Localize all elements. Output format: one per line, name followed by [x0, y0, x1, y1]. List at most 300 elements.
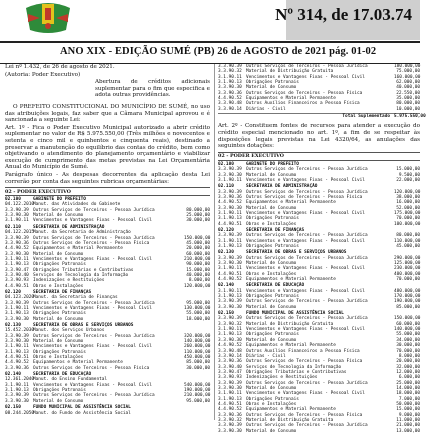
cell-desc: Material de Consumo — [246, 205, 297, 211]
cell-desc: Obrigações Tributárias e Contributivas — [246, 369, 347, 375]
cell-desc: Equipamentos e Material Permanente — [33, 246, 123, 252]
cell-val: 15.000,00 — [396, 167, 420, 173]
cell-desc: Obrigações Patronais — [246, 294, 299, 300]
cell-desc: Outros Serviços de Terceiros - Pessoa Física — [246, 359, 363, 365]
cell-val: 230.000,00 — [394, 266, 421, 272]
cell-val: 80.000,00 — [396, 101, 420, 107]
table-row — [5, 317, 210, 322]
cell-desc: Vencimentos e Vantagens Fixas - Pessoal Civil — [246, 210, 365, 216]
cell-val: 21.000,00 — [396, 423, 420, 429]
article-2: Art. 2º - Constituem fontes de recursos para atender a execução do crédito especial mencionado no art. 1º, a fim de se respeitar às disposições legais previstas na Lei 4320/64, as anulações das seguintes dotações: — [218, 123, 420, 150]
municipal-crest-icon — [20, 0, 76, 36]
cell-desc: Vencimentos e Vantagens Fixas - Pessoal Civil — [33, 256, 152, 262]
cell-code: 3.3.90.30 — [5, 213, 29, 219]
cell-desc: Serviços de Tecnologia da Informação — [33, 272, 129, 278]
cell-code: 4.4.90.52 — [5, 246, 29, 252]
cell-desc: Material de Consumo — [246, 261, 297, 266]
cell-val: 34.000,00 — [396, 337, 420, 343]
cell-code: 3.3.90.14 — [218, 353, 242, 359]
paragraph-unico: Parágrafo único - As despesas decorrentes da aplicação desta Lei correrão por conta das seguintes rubricas orçamentárias: — [5, 171, 210, 185]
article-1: Art. 1º - Fica o Poder Executivo Municipal autorizado a abrir crédito suplementar no valor de R$ 5.975.550,00 (Três milhões e novecentos e setenta e cinco mil e quinhentos e cinquenta reais), destinado a preservar a manutenção do equilíbrio das contas do crédito, bem como objetivando o atendimento do planejamento orçamentário e viabilizar execução de cumprimento das metas previstas na Lei Orçamentária Anual do Município de Sumé. — [5, 124, 210, 171]
cell-val: 14.000,00 — [396, 385, 420, 391]
cell-code: 04.122.2010 — [5, 202, 35, 208]
cell-desc: Manut. das Atividades do Gabinete — [33, 202, 121, 208]
left-table-title: 02 - PODER EXECUTIVO — [5, 187, 210, 196]
table-row — [218, 244, 420, 249]
cell-val: 80.000,00 — [396, 233, 420, 239]
cell-code: 3.3.90.30 — [5, 251, 29, 257]
cell-val: 140.000,00 — [394, 327, 421, 333]
cell-val: 52.000,00 — [396, 205, 420, 211]
cell-val: 15.000,00 — [396, 407, 420, 413]
cell-desc: Obrigações Patronais — [246, 396, 299, 402]
cell-code: 3.3.90.30 — [218, 85, 242, 91]
cell-val: 18.000,00 — [186, 316, 210, 322]
cell-val: 450.000,00 — [184, 355, 211, 361]
cell-desc: Material de Consumo — [33, 339, 84, 345]
cell-val: 12.000,00 — [396, 369, 420, 375]
law-author: (Autoria: Poder Executivo) — [5, 71, 81, 78]
cell-val: 30.000,00 — [186, 365, 210, 371]
cell-code: 3.1.90.13 — [5, 311, 29, 317]
cell-val: 125.000,00 — [394, 261, 421, 266]
cell-desc: Vencimentos e Vantagens Fixas - Pessoal Civil — [246, 238, 365, 244]
cell-desc: Outros Serviços de Terceiros - Pessoa Jurídica — [33, 207, 155, 213]
table-row — [218, 277, 420, 282]
cell-code: 4.4.90.52 — [218, 96, 242, 102]
header-band — [275, 0, 420, 40]
cell-val: 62.000,00 — [396, 80, 420, 86]
cell-code: 04.123.2020 — [5, 295, 35, 301]
cell-desc: Outros Serviços de Terceiros - Pessoa Física — [246, 412, 363, 418]
cell-code: 3.1.90.11 — [218, 288, 242, 294]
cell-code: 3.3.90.93 — [5, 278, 29, 284]
cell-desc: Equipamentos e Material Permanente — [246, 200, 336, 206]
cell-desc: Outros Serviços de Terceiros - Pessoa Jurídica — [246, 189, 368, 195]
cell-desc: Material de Distribuição Gratuita — [246, 321, 334, 327]
cell-val: 11.000,00 — [396, 417, 420, 423]
cell-desc: SECRETARIA DE OBRAS E SERVIÇOS URBANOS — [33, 323, 134, 328]
cell-code: 3.1.90.11 — [218, 327, 242, 333]
cell-val: 70.000,00 — [396, 277, 420, 283]
cell-val: 95.000,00 — [186, 300, 210, 306]
cell-desc: Obras e Instalações — [246, 401, 297, 407]
cell-code: 4.4.90.51 — [5, 283, 29, 289]
cell-val: 32.000,00 — [396, 364, 420, 370]
cell-code: 3.3.90.30 — [5, 316, 29, 322]
table-row — [218, 178, 420, 183]
cell-desc: Material de Consumo — [33, 316, 84, 322]
cell-code: 02.110 — [218, 184, 234, 190]
cell-desc: Indenizações e Restituições — [33, 278, 105, 284]
law-preamble: O PREFEITO CONSTITUCIONAL DO MUNICÍPIO DE SUMÉ, no uso das atribuições legais, faz saber que a Câmara Municipal aprovou e é sancionada a seguinte Lei: — [5, 103, 210, 124]
cell-desc: Vencimentos e Vantagens Fixas - Pessoal Civil — [246, 391, 365, 397]
cell-desc: Outros Serviços de Terceiros - Pessoa Física — [246, 90, 363, 96]
cell-desc: Manut. dos Serviços Urbanos — [33, 328, 105, 334]
cell-val: 25.000,00 — [396, 380, 420, 386]
cell-val: 75.000,00 — [396, 69, 420, 75]
cell-desc: Obrigações Patronais — [33, 388, 86, 394]
law-ementa: Abertura de créditos adicionais suplementar para o fim que especifica e adota outras providências. — [95, 79, 210, 99]
cell-desc: Material de Consumo — [33, 251, 84, 257]
cell-code: 3.3.90.36 — [218, 194, 242, 200]
left-column — [5, 64, 210, 420]
cell-val: 120.000,00 — [394, 189, 421, 195]
cell-desc: Obrigações Patronais — [246, 80, 299, 86]
cell-code: 02.120 — [5, 289, 21, 295]
cell-desc: Outros Serviços de Terceiros - Pessoa Jurídica — [246, 167, 368, 173]
cell-desc: Obrigações Tributárias e Contributivas — [33, 267, 134, 273]
cell-desc: Material de Consumo — [246, 304, 297, 310]
cell-code: 3.3.90.48 — [218, 348, 242, 354]
cell-desc: FUNDO MUNICIPAL DE ASSISTÊNCIA SOCIAL — [246, 311, 344, 317]
cell-code: 02.140 — [5, 372, 21, 378]
right-budget-table — [218, 162, 420, 434]
cell-code: 3.3.90.39 — [218, 189, 242, 195]
cell-code: 3.3.90.39 — [5, 393, 29, 399]
cell-val: 8.000,00 — [398, 353, 420, 359]
cell-code: 3.3.90.32 — [218, 69, 242, 75]
cell-desc: Outros Serviços de Terceiros - Pessoa Jurídica — [246, 64, 368, 69]
cell-code: 3.1.90.11 — [218, 210, 242, 216]
cell-code: 3.1.90.11 — [218, 177, 242, 183]
cell-code: 3.3.90.93 — [218, 375, 242, 381]
total-value: 5.975.550,00 — [394, 114, 426, 120]
cell-code: 4.4.90.51 — [5, 355, 29, 361]
cell-val: 55.000,00 — [396, 332, 420, 338]
cell-code: 02.110 — [5, 224, 21, 230]
cell-val: 170.000,00 — [394, 294, 421, 300]
cell-val: 85.000,00 — [396, 304, 420, 310]
cell-val: 210.000,00 — [184, 393, 211, 399]
cell-desc: Material de Consumo — [246, 337, 297, 343]
cell-code: 4.4.90.51 — [218, 401, 242, 407]
cell-code: 3.3.90.30 — [218, 337, 242, 343]
cell-code: 3.3.90.30 — [218, 304, 242, 310]
cell-val: 22.550,00 — [396, 90, 420, 96]
cell-desc: FUNDO MUNICIPAL DE ASSISTÊNCIA SOCIAL — [33, 405, 131, 411]
cell-val: 16.000,00 — [396, 200, 420, 206]
cell-code: 3.3.90.14 — [218, 106, 242, 112]
cell-code: 3.3.90.48 — [218, 101, 242, 107]
cell-val: 480.000,00 — [394, 288, 421, 294]
cell-desc: Vencimentos e Vantagens Fixas - Pessoal Civil — [33, 382, 152, 388]
cell-code: 3.3.90.39 — [218, 316, 242, 322]
table-row — [5, 411, 210, 416]
cell-val: 7.000,00 — [398, 396, 420, 402]
cell-code: 3.1.90.11 — [218, 391, 242, 397]
cell-val: 40.000,00 — [186, 272, 210, 278]
cell-code: 15.452.2030 — [5, 328, 35, 334]
cell-val: 9.500,00 — [398, 172, 420, 178]
cell-desc: Obras e Instalações — [246, 221, 297, 227]
table-row — [5, 399, 210, 404]
cell-code: 3.3.90.36 — [218, 90, 242, 96]
cell-val: 150.000,00 — [394, 316, 421, 322]
cell-code: 3.1.90.11 — [5, 218, 29, 224]
cell-desc: Outros Serviços de Terceiros - Pessoa Jurídica — [246, 423, 368, 429]
table-row — [218, 429, 420, 434]
cell-code: 02.100 — [218, 161, 234, 167]
cell-val: 22.000,00 — [396, 177, 420, 183]
cell-desc: Material de Consumo — [246, 172, 297, 178]
cell-desc: Manut. da Secretaria de Finanças — [33, 295, 118, 301]
cell-code: 3.3.90.36 — [218, 412, 242, 418]
cell-code: 3.1.90.11 — [5, 256, 29, 262]
cell-code: 3.3.90.36 — [5, 365, 29, 371]
edition-bar — [0, 41, 420, 64]
cell-desc: Material de Consumo — [246, 85, 297, 91]
cell-code: 3.1.90.13 — [5, 262, 29, 268]
table-row — [218, 305, 420, 310]
cell-desc: Vencimentos e Vantagens Fixas - Pessoal Civil — [33, 344, 152, 350]
cell-code: 02.140 — [218, 283, 234, 289]
cell-val: 85.000,00 — [186, 360, 210, 366]
cell-desc: Manut. do Ensino Fundamental — [33, 377, 108, 383]
lei-number: Nº 314, de 17.03.74 — [275, 5, 412, 24]
cell-val: 30.000,00 — [396, 343, 420, 349]
cell-code: 3.3.90.39 — [5, 207, 29, 213]
cell-code: 3.3.90.39 — [218, 233, 242, 239]
cell-val: 13.000,00 — [396, 428, 420, 434]
cell-desc: Material de Consumo — [33, 398, 84, 404]
cell-code: 3.3.90.30 — [218, 428, 242, 434]
cell-code: 3.1.90.11 — [5, 305, 29, 311]
edition-line: ANO XIX - EDIÇÃO SUMÉ (PB) 26 de AGOSTO de 2021 pág. 01-02 — [60, 46, 377, 57]
cell-code: 3.3.90.30 — [5, 398, 29, 404]
cell-desc: Vencimentos e Vantagens Fixas - Pessoal Civil — [246, 288, 365, 294]
cell-code: 02.130 — [5, 323, 21, 328]
cell-code: 3.3.90.32 — [218, 321, 242, 327]
cell-desc: Outros Serviços de Terceiros - Pessoa Jurídica — [246, 233, 368, 239]
cell-code: 3.3.90.36 — [5, 240, 29, 246]
cell-code: 3.1.90.13 — [5, 388, 29, 394]
cell-desc: Serviços de Tecnologia da Informação — [246, 364, 342, 370]
cell-val: 320.000,00 — [184, 333, 211, 339]
cell-desc: Outros Serviços de Terceiros - Pessoa Jurídica — [33, 300, 155, 306]
cell-desc: Material de Distribuição Gratuita — [246, 69, 334, 75]
cell-val: 175.000,00 — [394, 210, 421, 216]
cell-code: 3.1.90.11 — [218, 266, 242, 272]
cell-code: 4.4.90.51 — [218, 271, 242, 277]
cell-desc: GABINETE DO PREFEITO — [33, 197, 86, 203]
cell-val: 400.000,00 — [394, 271, 421, 277]
cell-desc: Outros Serviços de Terceiros - Pessoa Física — [33, 240, 150, 246]
cell-code: 3.3.90.39 — [218, 255, 242, 261]
cell-val: 90.000,00 — [186, 262, 210, 268]
cell-code: 4.4.90.52 — [218, 343, 242, 349]
cell-val: 70.000,00 — [396, 216, 420, 222]
cell-val: 20.000,00 — [186, 246, 210, 252]
cell-code: 3.3.90.30 — [218, 261, 242, 266]
cell-val: 120.000,00 — [184, 283, 211, 289]
cell-code: 3.3.90.30 — [218, 205, 242, 211]
cell-val: 6.000,00 — [398, 375, 420, 381]
cell-code: 04.122.2015 — [5, 230, 35, 236]
right-budget-table-top — [218, 64, 420, 112]
cell-code: 3.3.90.39 — [5, 300, 29, 306]
cell-code: 3.3.90.40 — [5, 272, 29, 278]
cell-desc: Material de Distribuição Gratuita — [246, 417, 334, 423]
cell-val: 290.000,00 — [394, 255, 421, 261]
cell-code: 3.1.90.13 — [218, 80, 242, 86]
cell-code: 4.4.90.52 — [5, 360, 29, 366]
cell-desc: SECRETARIA DE FINANÇAS — [33, 289, 92, 295]
cell-code: 3.1.90.11 — [5, 382, 29, 388]
cell-code: 3.1.90.11 — [218, 238, 242, 244]
cell-desc: GABINETE DO PREFEITO — [246, 161, 299, 167]
cell-code: 02.100 — [5, 197, 21, 203]
cell-desc: Outros Serviços de Terceiros - Pessoa Jurídica — [33, 235, 155, 241]
cell-desc: SECRETARIA DE EDUCAÇÃO — [33, 372, 92, 378]
cell-code: 3.3.90.39 — [218, 299, 242, 305]
cell-code: 02.130 — [218, 250, 234, 256]
cell-desc: Obras e Instalações — [33, 283, 84, 289]
cell-desc: Material de Consumo — [33, 213, 84, 219]
cell-code: 3.3.90.47 — [5, 267, 29, 273]
cell-val: 190.000,00 — [184, 388, 211, 394]
cell-code: 3.1.90.13 — [218, 294, 242, 300]
cell-val: 8.000,00 — [188, 278, 210, 284]
cell-val: 45.000,00 — [396, 243, 420, 249]
cell-val: 140.000,00 — [184, 339, 211, 345]
right-column — [214, 64, 426, 434]
cell-desc: Obras e Instalações — [246, 271, 297, 277]
cell-code: 3.3.90.32 — [218, 417, 242, 423]
cell-desc: Diárias - Civil — [246, 106, 286, 112]
cell-desc: Outros Serviços de Terceiros - Pessoa Jurídica — [246, 316, 368, 322]
cell-val: 9.000,00 — [398, 412, 420, 418]
cell-val — [184, 411, 210, 416]
cell-code: 3.1.90.13 — [218, 396, 242, 402]
cell-code: 3.1.90.13 — [218, 216, 242, 222]
cell-code: 3.3.90.39 — [218, 380, 242, 386]
cell-desc: Outros Serviços de Terceiros - Pessoa Jurídica — [33, 393, 155, 399]
cell-code: 3.1.90.11 — [5, 344, 29, 350]
cell-desc: Material de Consumo — [246, 385, 297, 391]
cell-code: 3.3.90.39 — [5, 333, 29, 339]
table-row — [218, 222, 420, 227]
cell-code: 4.4.90.52 — [218, 200, 242, 206]
cell-val: 55.000,00 — [186, 311, 210, 317]
cell-desc: Indenizações e Restituições — [246, 375, 318, 381]
cell-code: 3.1.90.13 — [218, 243, 242, 249]
cell-code: 3.3.90.40 — [218, 364, 242, 370]
table-row — [5, 284, 210, 289]
cell-val: 110.000,00 — [184, 349, 211, 355]
cell-desc: Diárias - Civil — [246, 353, 286, 359]
cell-code: 3.1.90.11 — [218, 74, 242, 80]
cell-desc: Obras e Instalações — [33, 355, 84, 361]
table-row — [5, 218, 210, 223]
cell-val: 38.000,00 — [396, 194, 420, 200]
cell-desc: Outros Auxílios Financeiros a Pessoa Física — [246, 101, 360, 107]
cell-code: 02.120 — [218, 227, 234, 233]
cell-code: 3.3.90.39 — [218, 423, 242, 429]
cell-desc: Manut. do Fundo de Assistência Social — [33, 410, 131, 416]
cell-desc: Vencimentos e Vantagens Fixas - Pessoal Civil — [246, 177, 365, 183]
cell-code: 12.361.2040 — [5, 377, 35, 383]
cell-code: 3.1.90.13 — [5, 349, 29, 355]
cell-code: 3.3.90.47 — [218, 369, 242, 375]
cell-code: 08.244.2050 — [5, 410, 35, 416]
cell-val: 540.000,00 — [184, 382, 211, 388]
cell-desc: SECRETARIA DE FINANÇAS — [246, 227, 305, 233]
cell-val: 180.000,00 — [394, 64, 421, 69]
cell-desc: SECRETARIA DE ADMINISTRAÇÃO — [246, 184, 318, 190]
cell-val: 260.000,00 — [184, 344, 211, 350]
cell-code: 3.3.90.36 — [218, 359, 242, 365]
cell-val: 50.000,00 — [396, 401, 420, 407]
cell-code: 3.3.90.39 — [218, 64, 242, 69]
cell-desc: Vencimentos e Vantagens Fixas - Pessoal Civil — [246, 327, 365, 333]
cell-desc: Outros Serviços de Terceiros - Pessoa Jurídica — [33, 333, 155, 339]
cell-desc: Vencimentos e Vantagens Fixas - Pessoal Civil — [33, 305, 152, 311]
cell-desc: Obrigações Patronais — [246, 332, 299, 338]
cell-val: 45.000,00 — [186, 240, 210, 246]
cell-code: 4.4.90.52 — [218, 277, 242, 283]
cell-val: 100.000,00 — [394, 221, 421, 227]
cell-val: 25.000,00 — [186, 213, 210, 219]
cell-desc: Equipamentos e Material Permanente — [246, 96, 336, 102]
cell-val: 15.000,00 — [186, 267, 210, 273]
cell-desc: Outros Auxílios Financeiros a Pessoa Física — [246, 348, 360, 354]
total-label: Total Suplementado — [342, 114, 390, 120]
cell-code: 3.3.90.39 — [218, 167, 242, 173]
cell-val: 110.000,00 — [394, 238, 421, 244]
left-budget-table — [5, 197, 210, 416]
law-title: Lei nº 1.432, de 26 de agosto de 2021. — [5, 64, 115, 70]
table-row — [5, 366, 210, 371]
cell-val: 95.000,00 — [186, 398, 210, 404]
cell-desc: Obrigações Patronais — [246, 216, 299, 222]
cell-desc: Obrigações Patronais — [33, 311, 86, 317]
cell-desc: SECRETARIA DE OBRAS E SERVIÇOS URBANOS — [246, 250, 347, 256]
cell-val: 20.000,00 — [396, 359, 420, 365]
cell-val: 160.000,00 — [394, 74, 421, 80]
cell-desc: Equipamentos e Material Permanente — [246, 407, 336, 413]
cell-desc: SECRETARIA DE ADMINISTRAÇÃO — [33, 224, 105, 230]
cell-desc: Vencimentos e Vantagens Fixas - Pessoal Civil — [246, 74, 365, 80]
table-row — [218, 107, 420, 112]
cell-desc: Obrigações Patronais — [33, 262, 86, 268]
cell-desc: Equipamentos e Material Permanente — [33, 360, 123, 366]
cell-val: 190.000,00 — [394, 299, 421, 305]
cell-code: 3.3.90.30 — [5, 339, 29, 345]
cell-code: 4.4.90.51 — [218, 221, 242, 227]
cell-desc: Manut. da Secretaria de Administração — [33, 230, 131, 236]
cell-desc: Vencimentos e Vantagens Fixas - Pessoal Civil — [33, 218, 152, 224]
cell-val: 30.000,00 — [186, 218, 210, 224]
cell-val: 70.000,00 — [396, 348, 420, 354]
total-row — [218, 113, 426, 120]
cell-code: 4.4.90.52 — [218, 407, 242, 413]
cell-desc: Outros Serviços de Terceiros - Pessoa Jurídica — [246, 255, 368, 261]
cell-desc: Obrigações Patronais — [246, 243, 299, 249]
cell-desc: Outros Serviços de Terceiros - Pessoa Jurídica — [246, 380, 368, 386]
cell-desc: Outros Serviços de Terceiros - Pessoa Física — [33, 365, 150, 371]
cell-code: 3.1.90.13 — [218, 332, 242, 338]
cell-val: 10.000,00 — [396, 106, 420, 112]
cell-code: 02.150 — [5, 405, 21, 411]
cell-val: 210.000,00 — [184, 256, 211, 262]
cell-desc: SECRETARIA DE EDUCAÇÃO — [246, 283, 305, 289]
cell-val: 35.000,00 — [396, 96, 420, 102]
cell-code: 3.3.90.39 — [5, 235, 29, 241]
cell-code: 3.3.90.30 — [218, 385, 242, 391]
cell-val: 80.000,00 — [186, 207, 210, 213]
cell-val: 130.000,00 — [184, 305, 211, 311]
